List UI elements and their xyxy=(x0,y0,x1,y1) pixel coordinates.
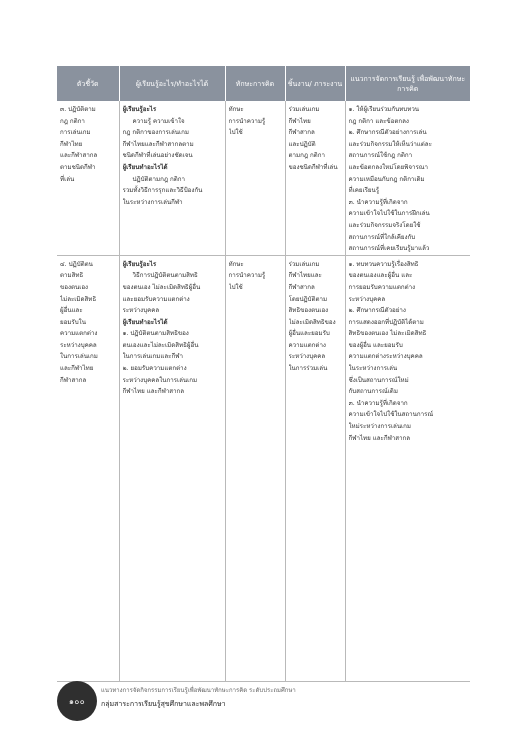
cell-line: ร่วมเล่นเกม xyxy=(288,106,320,113)
cell-line: การแสดงออกที่ปฏิบัติได้ตาม xyxy=(348,318,424,326)
header-indicator: ตัวชี้วัด xyxy=(57,66,119,101)
cell-line: ๑. ปฏิบัติตนตามสิทธิของ xyxy=(122,330,189,338)
cell-line: ๒. ศึกษากรณีตัวอย่าง xyxy=(348,307,406,315)
cell-line: กีฬาสากล xyxy=(288,283,315,291)
cell-line: ตามกฎ กติกา xyxy=(288,152,325,160)
cell-line: การนำความรู้ xyxy=(228,272,266,280)
cell-line: กีฬาสากล xyxy=(60,376,87,384)
table-body xyxy=(57,101,470,681)
cell-indicator xyxy=(57,255,119,681)
cell-line: ทักษะ xyxy=(228,106,244,113)
cell-line: ผู้เรียนรู้อะไร xyxy=(122,260,157,268)
cell-line: ของผู้อื่น และยอมรับ xyxy=(348,341,403,349)
cell-line: โดยปฏิบัติตาม xyxy=(288,295,328,303)
cell-line: และยอมรับความแตกต่าง xyxy=(122,295,190,303)
cell-thinking-skill xyxy=(225,255,285,681)
cell-line: ๔. ปฏิบัติตน xyxy=(60,260,93,268)
cell-line: กีฬาไทย และกีฬาสากล xyxy=(348,434,411,442)
cell-line: และข้อตกลงใหม่โดยพิจารณา xyxy=(348,163,428,171)
cell-task xyxy=(285,101,345,255)
cell-line: และกีฬาไทย xyxy=(60,365,94,373)
table-row xyxy=(57,255,470,681)
cell-line: ความแตกต่าง xyxy=(60,330,98,338)
cell-line: สิทธิของตนเอง ไม่ละเมิดสิทธิ xyxy=(348,330,427,338)
cell-line: ๓. ปฏิบัติตาม xyxy=(60,106,96,113)
cell-line: ตามชนิดกีฬา xyxy=(60,163,96,171)
cell-line: และร่วมกิจกรรมจริงโดยใช้ xyxy=(348,221,421,229)
cell-line: ความแตกต่าง xyxy=(288,341,326,349)
cell-line: ที่เล่น xyxy=(60,175,75,183)
cell-line: กีฬาไทยและกีฬาสากลตาม xyxy=(122,140,194,148)
header-task: ชิ้นงาน/ ภาระงาน xyxy=(285,66,345,101)
cell-line: ในการร่วมเล่น xyxy=(288,365,328,373)
cell-line: ๑. ให้ผู้เรียนร่วมกันทบทวน xyxy=(348,106,420,113)
cell-line: ผู้เรียนรู้อะไร xyxy=(122,106,157,113)
header-learning-outcome: ผู้เรียนรู้อะไร/ทำอะไรได้ xyxy=(119,66,225,101)
cell-thinking-skill xyxy=(225,101,285,255)
cell-line: ยอมรับใน xyxy=(60,318,86,326)
cell-line: ผู้อื่นและยอมรับ xyxy=(288,330,330,338)
cell-line: กฎ กติกา xyxy=(60,117,85,125)
cell-line: ในระหว่างการเล่นกีฬา xyxy=(122,198,183,206)
cell-line: ๓. นำความรู้ที่เกิดจาก xyxy=(348,399,408,407)
cell-line: ทักษะ xyxy=(228,260,244,268)
cell-line: ระหว่างบุคคล xyxy=(122,307,160,315)
footer-book-title: แนวทางการจัดกิจกรรมการเรียนรู้เพื่อพัฒนาทักษะการคิด ระดับประถมศึกษา xyxy=(101,687,296,694)
cell-line: ไปใช้ xyxy=(228,129,243,137)
cell-line: วิธีการปฏิบัติตนตามสิทธิ xyxy=(132,272,198,280)
cell-line: ในระหว่างการเล่น xyxy=(348,365,398,373)
cell-line: การเล่นเกม xyxy=(60,129,91,137)
cell-line: ใหม่ระหว่างการเล่นเกม xyxy=(348,423,411,431)
cell-line: ๑. ทบทวนความรู้เรื่องสิทธิ xyxy=(348,260,419,268)
cell-line: กีฬาไทยและ xyxy=(288,272,322,280)
cell-line: ซึ่งเป็นสถานการณ์ใหม่ xyxy=(348,376,409,384)
cell-line: การยอมรับความแตกต่าง xyxy=(348,283,416,291)
cell-line: ไม่ละเมิดสิทธิ xyxy=(60,295,97,303)
header-teaching-approach: แนวการจัดการเรียนรู้ เพื่อพัฒนาทักษะการคิด xyxy=(345,66,470,101)
cell-line: กีฬาสากล xyxy=(288,129,315,137)
cell-line: ของตนเอง xyxy=(60,283,89,291)
cell-line: สถานการณ์ที่ใกล้เคียงกับ xyxy=(348,233,416,241)
cell-line: สถานการณ์ใช้กฎ กติกา xyxy=(348,152,413,160)
cell-line: ผู้อื่นและ xyxy=(60,307,83,315)
cell-line: ในการเล่นเกมและกีฬา xyxy=(122,353,183,361)
cell-line: ระหว่างบุคคล xyxy=(348,295,386,303)
cell-line: ระหว่างบุคคล xyxy=(60,341,97,349)
table-header-row xyxy=(57,66,470,101)
cell-line: และร่วมกิจกรรมให้เห็นว่าแต่ละ xyxy=(348,140,432,148)
cell-line: กฎ กติกา และข้อตกลง xyxy=(348,117,409,125)
cell-line: ไปใช้ xyxy=(228,283,243,291)
cell-line: ของชนิดกีฬาที่เล่น xyxy=(288,163,338,171)
cell-line: และปฏิบัติ xyxy=(288,140,316,148)
cell-line: ความเข้าใจไปใช้ในสถานการณ์ xyxy=(348,411,434,419)
cell-line: ของตนเอง ไม่ละเมิดสิทธิผู้อื่น xyxy=(122,283,201,291)
cell-line: รวมทั้งวิธีการรุกและวิธีป้องกัน xyxy=(122,187,203,195)
cell-line: และกีฬาสากล xyxy=(60,152,98,160)
cell-line: ๒. ศึกษากรณีตัวอย่างการเล่น xyxy=(348,129,427,137)
cell-line: ตามสิทธิ xyxy=(60,272,84,280)
cell-line: ปฏิบัติตามกฎ กติกา xyxy=(132,175,185,183)
learning-table xyxy=(57,66,470,682)
header-thinking-skill: ทักษะการคิด xyxy=(225,66,285,101)
cell-line: กับสถานการณ์เดิม xyxy=(348,388,398,396)
cell-indicator xyxy=(57,101,119,255)
cell-line: ความแตกต่างระหว่างบุคคล xyxy=(348,353,423,361)
cell-line: ผู้เรียนทำอะไรได้ xyxy=(122,163,168,171)
cell-line: ร่วมเล่นเกม xyxy=(288,260,320,268)
cell-line: การนำความรู้ xyxy=(228,117,266,125)
cell-line: กีฬาไทย และกีฬาสากล xyxy=(122,388,185,396)
cell-line: สิทธิของตนเอง xyxy=(288,307,329,315)
cell-line: ระหว่างบุคคลในการเล่นเกม xyxy=(122,376,198,384)
cell-line: ๒. ยอมรับความแตกต่าง xyxy=(122,365,187,373)
cell-line: ที่เคยเรียนรู้ xyxy=(348,187,380,195)
cell-line: ระหว่างบุคคล xyxy=(288,353,326,361)
cell-line: ความเข้าใจไปใช้ในการฝึกเล่น xyxy=(348,210,430,218)
footer-subject: กลุ่มสาระการเรียนรู้สุขศึกษาและพลศึกษา xyxy=(101,700,226,708)
cell-learning-outcome xyxy=(119,101,225,255)
page-number-badge xyxy=(57,681,97,721)
cell-line: ๓. นำความรู้ที่เกิดจาก xyxy=(348,198,408,206)
cell-line: ในการเล่นเกม xyxy=(60,353,98,361)
table-row xyxy=(57,101,470,255)
cell-line: กฎ กติกาของการเล่นเกม xyxy=(122,129,189,137)
cell-line: ตนเองและไม่ละเมิดสิทธิผู้อื่น xyxy=(122,341,199,349)
cell-line: ของตนเองและผู้อื่น และ xyxy=(348,272,413,280)
cell-teaching-approach xyxy=(345,101,470,255)
cell-line: ไม่ละเมิดสิทธิของ xyxy=(288,318,336,326)
cell-line: ความรู้ ความเข้าใจ xyxy=(132,117,185,125)
cell-task xyxy=(285,255,345,681)
cell-line: ชนิดกีฬาที่เล่นอย่างชัดเจน xyxy=(122,152,193,160)
cell-line: ความเหมือนกับกฎ กติกาเดิม xyxy=(348,175,425,183)
cell-line: ผู้เรียนทำอะไรได้ xyxy=(122,318,168,326)
cell-line: กีฬาไทย xyxy=(60,140,83,148)
cell-line: สถานการณ์ที่เคยเรียนรู้มาแล้ว xyxy=(348,245,430,253)
cell-teaching-approach xyxy=(345,255,470,681)
cell-learning-outcome xyxy=(119,255,225,681)
page-number: ๑๐๐ xyxy=(68,696,86,706)
cell-line: กีฬาไทย xyxy=(288,117,311,125)
